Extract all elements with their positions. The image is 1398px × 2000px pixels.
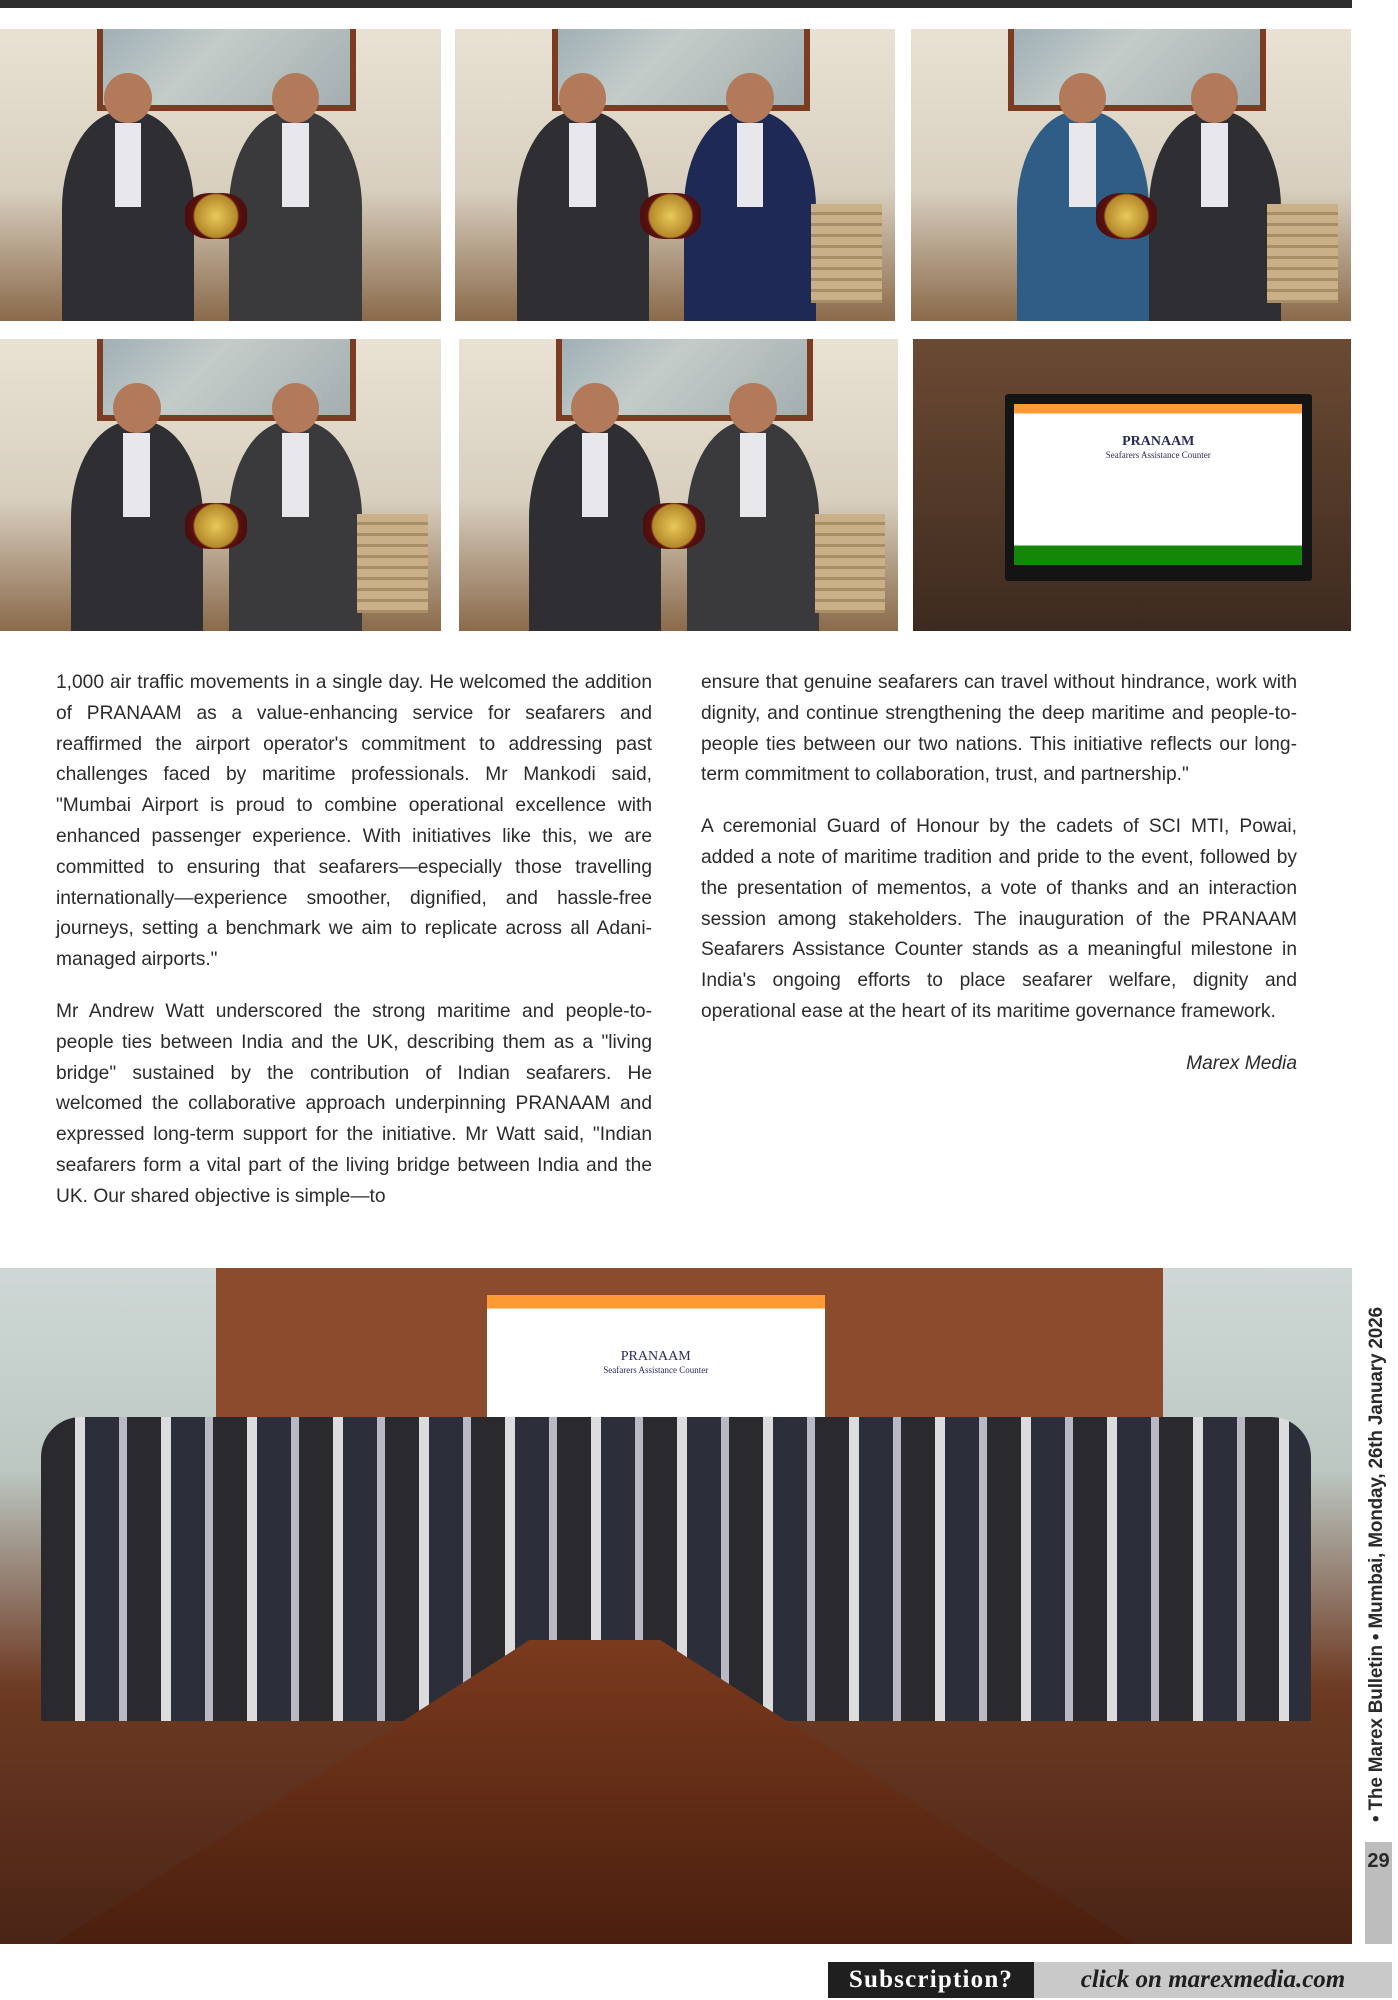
photo-plaque-presentation-5 [459,339,898,631]
top-rule [0,0,1352,8]
article-paragraph: 1,000 air traffic movements in a single day. He welcomed the addition of PRANAAM as a value-enhancing service for seafarers and reaffirmed the airport operator's commitment to addressing past challenges faced by maritime professionals. Mr Mankodi said, "Mumbai Airport is proud to combine operational excellence with enhanced passenger experience. With initiatives like this, we are committed to ensuring that seafarers—especially those travelling internationally—experience smoother, dignified, and hassle-free journeys, setting a benchmark we aim to replicate across all Adani-managed airports." [56,672,652,971]
article-paragraph: ensure that genuine seafarers can travel without hindrance, work with dignity, and continue strengthening the deep maritime and people-to-people ties between our two nations. This initiative reflects our long-term commitment to collaboration, trust, and partnership." [701,672,1297,786]
photo-plaque-presentation-3 [911,29,1351,321]
article-right-column [701,668,1297,1101]
page-number: 29 [1367,1850,1390,1872]
screen-slide-title: PRANAAM [1122,434,1195,450]
photo-group-boardroom [0,1268,1352,1944]
photo-pranaam-screen [913,339,1351,631]
group-slide-subtitle: Seafarers Assistance Counter [603,1365,709,1376]
display-screen [1005,394,1312,581]
group-slide-title: PRANAAM [620,1349,691,1365]
article-paragraph: Mr Andrew Watt underscored the strong maritime and people-to-people ties between India and the UK, describing them as a "living bridge" sustained by the contribution of Indian seafarers. He welcomed the collaborative approach underpinning PRANAAM and expressed long-term support for the initiative. Mr Watt said, "Indian seafarers form a vital part of the living bridge between India and the UK. Our shared objective is simple—to [56,1000,652,1207]
article-left-column [56,668,652,1234]
photo-plaque-presentation-1 [0,29,441,321]
publication-line: • The Marex Bulletin • Mumbai, Monday, 26th January 2026 [1366,1307,1387,1822]
article-signature: Marex Media [1186,1052,1297,1074]
screen-slide-subtitle: Seafarers Assistance Counter [1105,450,1211,461]
article-paragraph: A ceremonial Guard of Honour by the cadets of SCI MTI, Powai, added a note of maritime tradition and pride to the event, followed by the presentation of mementos, a vote of thanks and an interaction session among stakeholders. The inauguration of the PRANAAM Seafarers Assistance Counter stands as a meaningful milestone in India's ongoing efforts to place seafarer welfare, dignity and operational ease at the heart of its maritime governance framework. [701,816,1297,1022]
subscription-label: Subscription? [828,1962,1034,1998]
subscription-link[interactable]: click on marexmedia.com [1034,1962,1392,1998]
photo-plaque-presentation-2 [455,29,895,321]
photo-plaque-presentation-4 [0,339,441,631]
